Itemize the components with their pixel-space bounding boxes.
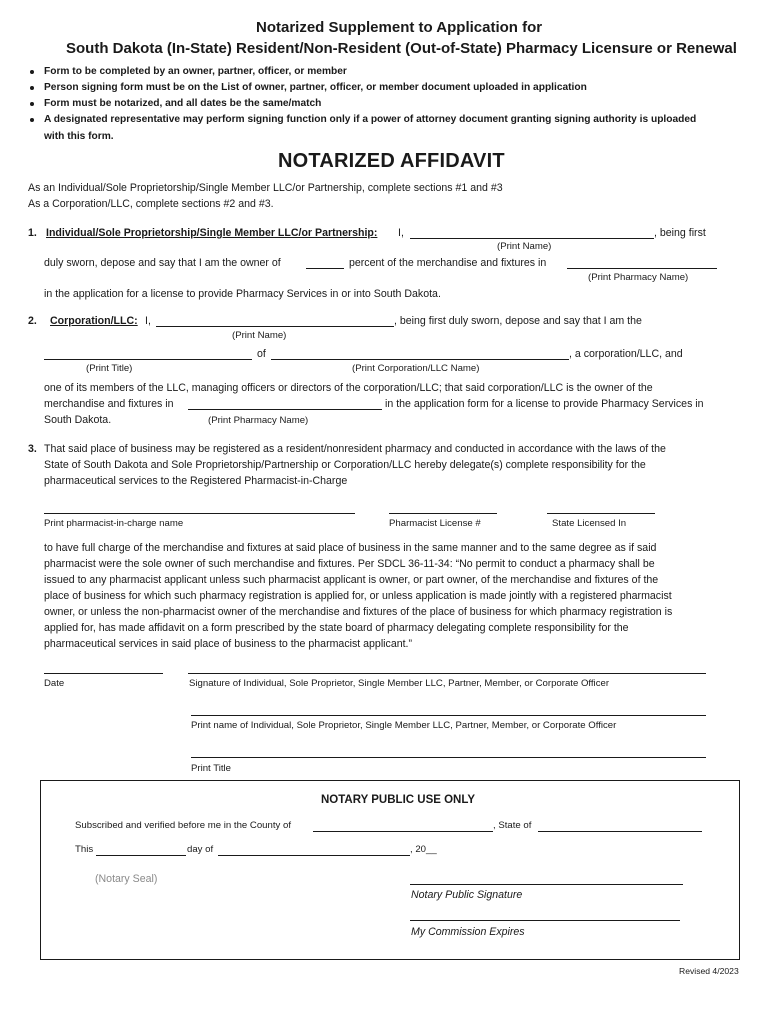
section-1-text: in the application for a license to provide Pharmacy Services in or into South Dakota. [44,288,441,300]
percent-field[interactable] [306,268,344,269]
section-2-corp-field[interactable] [271,359,569,360]
bullet-4-continued: with this form. [44,131,114,142]
print-name-label: (Print Name) [497,241,552,252]
section-3-paragraph: applied for, has made affidavit on a form prescribed by the state board of pharmacy delegating complete responsibility for the [44,622,629,634]
section-2-text: , a corporation/LLC, and [569,348,683,360]
section-3-paragraph: place of business for which such pharmacy registration is applied for, or unless application is made jointly with a registered pharmacist [44,590,672,602]
day-field[interactable] [96,855,186,856]
section-2-text: of [257,348,266,360]
notary-text: day of [187,844,214,855]
section-2-number: 2. [28,315,37,327]
section-1-text: , being first [654,227,706,239]
bullet-2: Person signing form must be on the List of owner, partner, officer, or member document uploaded in application [44,82,587,93]
notary-heading: NOTARY PUBLIC USE ONLY [321,794,475,806]
pharmacist-name-field[interactable] [44,513,355,514]
section-3-paragraph: to have full charge of the merchandise and fixtures at said place of business in the same manner and to the same degree as if said [44,542,657,554]
section-1-text: I, [398,227,404,239]
section-3-text: That said place of business may be registered as a resident/nonresident pharmacy and conducted in accordance with the laws of the [44,443,666,455]
date-field[interactable] [44,673,163,674]
section-2-text: in the application form for a license to provide Pharmacy Services in [385,398,704,410]
state-field[interactable] [538,831,702,832]
section-1-pharmacy-field[interactable] [567,268,717,269]
section-1-heading: Individual/Sole Proprietorship/Single Member LLC/or Partnership: [46,227,378,239]
section-2-pharmacy-field[interactable] [188,409,382,410]
section-3-paragraph: issued to any pharmacist applicant unless such pharmacist applicant is owner, or part owner, of the merchandise and fixtures of the [44,574,659,586]
section-2-text: I, [145,315,151,327]
county-field[interactable] [313,831,493,832]
section-3-paragraph: owner, or unless the non-pharmacist owner of the merchandise and fixtures of the place of business for which pharmacy registration is [44,606,673,618]
print-owner-name-field[interactable] [191,715,706,716]
bullet-dot [30,118,34,122]
notary-text: Subscribed and verified before me in the County of [75,820,291,831]
instruction-line-1: As an Individual/Sole Proprietorship/Single Member LLC/or Partnership, complete sections #1 and #3 [28,182,503,194]
print-pharmacy-name-label: (Print Pharmacy Name) [588,272,689,283]
title-line-2: South Dakota (In-State) Resident/Non-Resident (Out-of-State) Pharmacy Licensure or Renewal [66,40,737,57]
section-1-text: percent of the merchandise and fixtures in [349,257,547,269]
section-1-name-field[interactable] [410,238,654,239]
notary-signature-field[interactable] [410,884,683,885]
section-2-text: , being first duly sworn, depose and say that I am the [394,315,642,327]
pharmacist-name-label: Print pharmacist-in-charge name [44,518,184,529]
print-pharmacy-name-label: (Print Pharmacy Name) [208,415,309,426]
commission-expires-field[interactable] [410,920,680,921]
section-3-text: pharmaceutical services to the Registered Pharmacist-in-Charge [44,475,348,487]
section-2-text: South Dakota. [44,414,112,426]
commission-expires-label: My Commission Expires [411,926,525,938]
section-2-text: one of its members of the LLC, managing officers or directors of the corporation/LLC; that said corporation/LLC is the owner of the [44,382,653,394]
instruction-line-2: As a Corporation/LLC, complete sections #2 and #3. [28,198,274,210]
license-number-field[interactable] [389,513,497,514]
state-licensed-field[interactable] [547,513,655,514]
section-3-text: State of South Dakota and Sole Proprietorship/Partnership or Corporation/LLC hereby delegate(s) complete responsibility for the [44,459,646,471]
section-2-title-field[interactable] [44,359,252,360]
print-title-sig-label: Print Title [191,763,231,774]
license-number-label: Pharmacist License # [389,518,481,529]
notary-signature-label: Notary Public Signature [411,889,523,901]
section-2-name-field[interactable] [156,326,394,327]
print-title-label: (Print Title) [86,363,133,374]
notary-text: This [75,844,94,855]
print-corp-label: (Print Corporation/LLC Name) [352,363,480,374]
section-3-paragraph: pharmaceutical services in said place of business to the pharmacist applicant.” [44,638,413,650]
month-field[interactable] [218,855,410,856]
bullet-dot [30,70,34,74]
section-2-text: merchandise and fixtures in [44,398,174,410]
notary-text: , State of [493,820,532,831]
state-licensed-label: State Licensed In [552,518,627,529]
bullet-4: A designated representative may perform signing function only if a power of attorney document granting signing authority is uploaded [44,114,697,125]
bullet-3: Form must be notarized, and all dates be the same/match [44,98,322,109]
print-owner-name-label: Print name of Individual, Sole Proprietor, Single Member LLC, Partner, Member, or Corporate Officer [191,720,617,731]
date-label: Date [44,678,65,689]
signature-label: Signature of Individual, Sole Proprietor, Single Member LLC, Partner, Member, or Corporate Officer [189,678,610,689]
title-line-1: Notarized Supplement to Application for [256,19,543,36]
section-1-number: 1. [28,227,37,239]
print-title-field[interactable] [191,757,706,758]
notary-seal-placeholder: (Notary Seal) [95,873,158,885]
signature-field[interactable] [188,673,706,674]
bullet-dot [30,102,34,106]
section-3-paragraph: pharmacist were the sole owner of such merchandise and fixtures. Per SDCL 36-11-34: “No permit to conduct a pharmacy shall be [44,558,655,570]
year-field[interactable]: , 20__ [410,844,437,855]
section-1-text: duly sworn, depose and say that I am the owner of [44,257,281,269]
section-3-number: 3. [28,443,37,455]
bullet-dot [30,86,34,90]
notary-box [40,780,740,960]
affidavit-title: NOTARIZED AFFIDAVIT [278,150,505,172]
bullet-1: Form to be completed by an owner, partner, officer, or member [44,66,347,77]
print-name-label: (Print Name) [232,330,287,341]
revised-date: Revised 4/2023 [679,966,739,976]
section-2-heading: Corporation/LLC: [50,315,138,327]
